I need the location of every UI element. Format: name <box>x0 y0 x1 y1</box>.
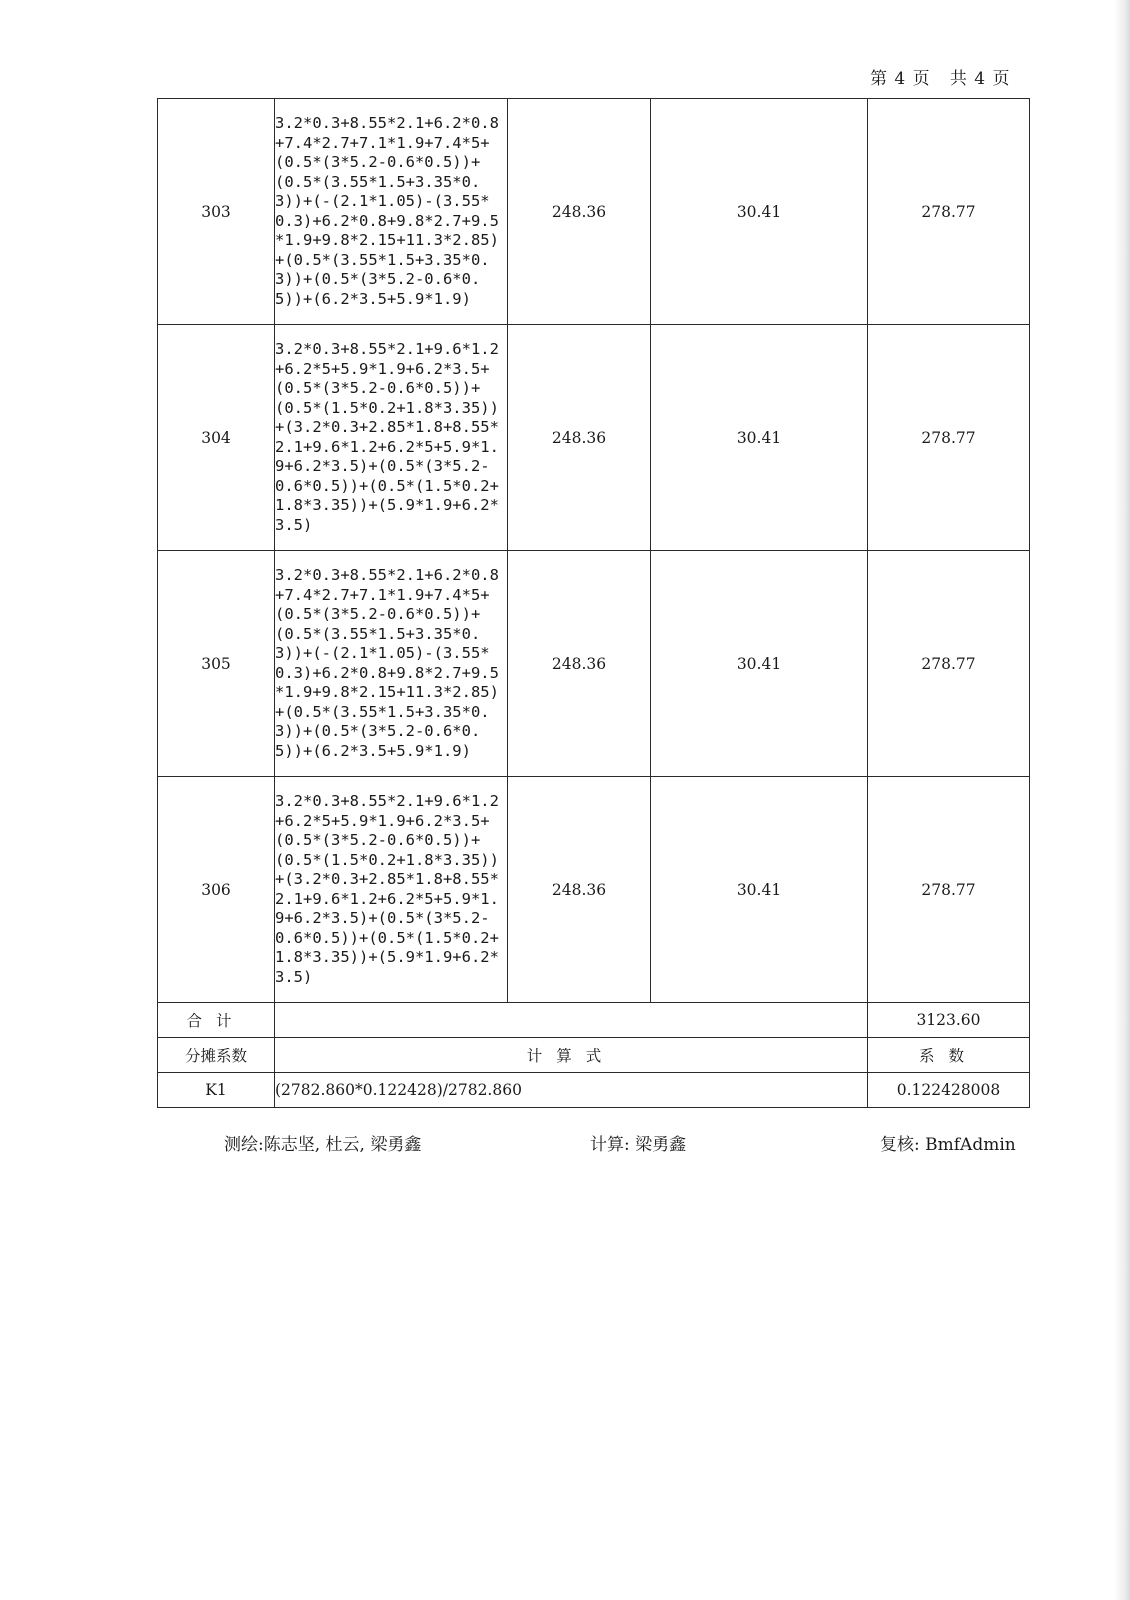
room-number: 305 <box>158 551 275 777</box>
summary-blank <box>275 1003 868 1038</box>
value-header-label: 系数 <box>918 1047 978 1065</box>
coefficient-header-label: 分摊系数 <box>158 1038 275 1073</box>
summary-label: 合计 <box>158 1003 275 1038</box>
area-total: 278.77 <box>868 777 1030 1003</box>
summary-row <box>158 1003 1030 1038</box>
signature-footer <box>0 1130 1130 1154</box>
coefficient-name: K1 <box>158 1073 275 1108</box>
room-number: 303 <box>158 99 275 325</box>
summary-total: 3123.60 <box>868 1003 1030 1038</box>
coefficient-formula: (2782.860*0.122428)/2782.860 <box>275 1073 868 1108</box>
area-value-b: 30.41 <box>651 325 868 551</box>
area-calculation-table <box>157 98 1030 1108</box>
area-value-a: 248.36 <box>508 325 651 551</box>
area-formula: 3.2*0.3+8.55*2.1+6.2*0.8+7.4*2.7+7.1*1.9+7.4*5+(0.5*(3*5.2-0.6*0.5))+(0.5*(3.55*1.5+3.35*0.3))+(-(2.1*1.05)-(3.55*0.3)+6.2*0.8+9.8*2.7+9.5*1.9+9.8*2.15+11.3*2.85)+(0.5*(3.55*1.5+3.35*0.3))+(0.5*(3*5.2-0.6*0.5))+(6.2*3.5+5.9*1.9) <box>275 551 508 777</box>
area-formula: 3.2*0.3+8.55*2.1+9.6*1.2+6.2*5+5.9*1.9+6.2*3.5+(0.5*(3*5.2-0.6*0.5))+(0.5*(1.5*0.2+1.8*3.35))+(3.2*0.3+2.85*1.8+8.55*2.1+9.6*1.2+6.2*5+5.9*1.9+6.2*3.5)+(0.5*(3*5.2-0.6*0.5))+(0.5*(1.5*0.2+1.8*3.35))+(5.9*1.9+6.2*3.5) <box>275 325 508 551</box>
area-value-b: 30.41 <box>651 551 868 777</box>
area-value-b: 30.41 <box>651 777 868 1003</box>
coefficient-header-row <box>158 1038 1030 1073</box>
area-value-a: 248.36 <box>508 777 651 1003</box>
area-total: 278.77 <box>868 551 1030 777</box>
surveyor-line: 测绘:陈志坚, 杜云, 梁勇鑫 <box>224 1135 422 1155</box>
room-number: 306 <box>158 777 275 1003</box>
room-number: 304 <box>158 325 275 551</box>
coefficient-value: 0.122428008 <box>868 1073 1030 1108</box>
area-formula: 3.2*0.3+8.55*2.1+6.2*0.8+7.4*2.7+7.1*1.9+7.4*5+(0.5*(3*5.2-0.6*0.5))+(0.5*(3.55*1.5+3.35*0.3))+(-(2.1*1.05)-(3.55*0.3)+6.2*0.8+9.8*2.7+9.5*1.9+9.8*2.15+11.3*2.85)+(0.5*(3.55*1.5+3.35*0.3))+(0.5*(3*5.2-0.6*0.5))+(6.2*3.5+5.9*1.9) <box>275 99 508 325</box>
formula-header-label: 计算式 <box>526 1047 616 1065</box>
area-value-a: 248.36 <box>508 99 651 325</box>
reviewer-line: 复核: BmfAdmin <box>880 1135 1016 1155</box>
value-header <box>868 1038 1030 1073</box>
coefficient-row <box>158 1073 1030 1108</box>
area-total: 278.77 <box>868 99 1030 325</box>
formula-header <box>275 1038 868 1073</box>
table-row <box>158 325 1030 551</box>
table-row <box>158 551 1030 777</box>
area-value-a: 248.36 <box>508 551 651 777</box>
calculator-line: 计算: 梁勇鑫 <box>590 1135 687 1155</box>
scan-edge-shadow <box>1114 0 1130 1600</box>
area-value-b: 30.41 <box>651 99 868 325</box>
table-row <box>158 99 1030 325</box>
area-total: 278.77 <box>868 325 1030 551</box>
page-indicator: 第 4 页 共 4 页 <box>870 69 1011 89</box>
area-formula: 3.2*0.3+8.55*2.1+9.6*1.2+6.2*5+5.9*1.9+6.2*3.5+(0.5*(3*5.2-0.6*0.5))+(0.5*(1.5*0.2+1.8*3.35))+(3.2*0.3+2.85*1.8+8.55*2.1+9.6*1.2+6.2*5+5.9*1.9+6.2*3.5)+(0.5*(3*5.2-0.6*0.5))+(0.5*(1.5*0.2+1.8*3.35))+(5.9*1.9+6.2*3.5) <box>275 777 508 1003</box>
table-row <box>158 777 1030 1003</box>
